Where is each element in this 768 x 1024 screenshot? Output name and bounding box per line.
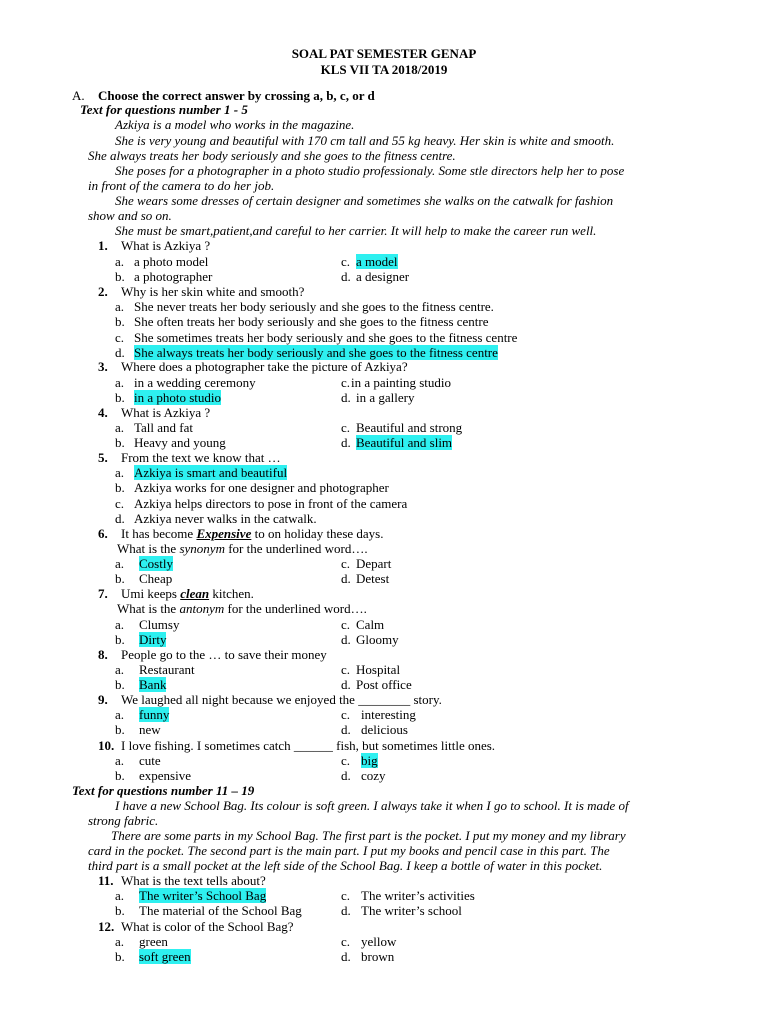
option-b[interactable]: expensive bbox=[139, 768, 191, 783]
option-letter: b. bbox=[115, 435, 125, 450]
text1-line: show and so on. bbox=[88, 208, 172, 223]
option-letter: d. bbox=[341, 269, 351, 284]
option-a-answer[interactable]: Azkiya is smart and beautiful bbox=[134, 465, 288, 480]
option-letter: c. bbox=[341, 420, 351, 435]
question-number: 4. bbox=[98, 405, 108, 420]
option-b[interactable]: Azkiya works for one designer and photographer bbox=[134, 480, 389, 495]
option-letter: a. bbox=[115, 707, 125, 722]
option-letter: b. bbox=[115, 571, 125, 586]
option-d[interactable]: cozy bbox=[361, 768, 386, 783]
option-letter: a. bbox=[115, 420, 125, 435]
option-b[interactable]: Heavy and young bbox=[134, 435, 226, 450]
question-number: 8. bbox=[98, 647, 108, 662]
option-a[interactable]: in a wedding ceremony bbox=[134, 375, 256, 390]
text1-line: She wears some dresses of certain designer and sometimes she walks on the catwalk for fashion bbox=[115, 193, 614, 208]
option-letter: d. bbox=[341, 435, 351, 450]
option-c[interactable]: She sometimes treats her body seriously and she goes to the fitness centre bbox=[134, 330, 518, 345]
option-letter: c. bbox=[341, 888, 351, 903]
option-letter: d. bbox=[341, 632, 351, 647]
option-c[interactable]: Calm bbox=[356, 617, 385, 632]
section-letter: A. bbox=[72, 88, 85, 103]
question-number: 11. bbox=[98, 873, 114, 888]
option-a[interactable]: Tall and fat bbox=[134, 420, 194, 435]
option-letter: d. bbox=[341, 949, 351, 964]
title-line-2: KLS VII TA 2018/2019 bbox=[320, 62, 448, 77]
option-c-answer[interactable]: a model bbox=[356, 254, 398, 269]
question-number: 9. bbox=[98, 692, 108, 707]
question-text-post: kitchen. bbox=[209, 586, 254, 601]
question-text-post: to on holiday these days. bbox=[251, 526, 384, 541]
option-a[interactable]: cute bbox=[139, 753, 161, 768]
option-d-answer[interactable]: She always treats her body seriously and she goes to the fitness centre bbox=[134, 345, 498, 360]
question-number: 1. bbox=[98, 238, 108, 253]
text1-line: She must be smart,patient,and careful to her carrier. It will help to make the career run well. bbox=[115, 223, 597, 238]
text2-line: I have a new School Bag. Its colour is soft green. I always take it when I go to school. It is made of bbox=[115, 798, 629, 813]
option-b-answer[interactable]: in a photo studio bbox=[134, 390, 222, 405]
title-line-1: SOAL PAT SEMESTER GENAP bbox=[291, 46, 477, 61]
option-letter: b. bbox=[115, 768, 125, 783]
underlined-word: Expensive bbox=[196, 526, 252, 541]
option-a-answer[interactable]: The writer’s School Bag bbox=[139, 888, 267, 903]
option-d[interactable]: brown bbox=[361, 949, 395, 964]
question-text: From the text we know that … bbox=[121, 450, 281, 465]
subtext-keyword: synonym bbox=[179, 541, 225, 556]
subtext-pre: What is the bbox=[117, 601, 180, 616]
question-number: 3. bbox=[98, 359, 108, 374]
option-letter: c. bbox=[341, 254, 351, 269]
option-letter: b. bbox=[115, 390, 125, 405]
option-c[interactable]: Azkiya helps directors to pose in front of the camera bbox=[134, 496, 408, 511]
question-number: 10. bbox=[98, 738, 115, 753]
option-letter: a. bbox=[115, 662, 125, 677]
text1-line: in front of the camera to do her job. bbox=[88, 178, 275, 193]
option-letter: a. bbox=[115, 934, 125, 949]
question-subtext bbox=[117, 601, 367, 616]
option-a[interactable]: a photo model bbox=[134, 254, 209, 269]
text2-line: card in the pocket. The second part is the main part. I put my books and pencil case in this part. The bbox=[88, 843, 610, 858]
question-number: 2. bbox=[98, 284, 108, 299]
text1-line: She always treats her body seriously and she goes to the fitness centre. bbox=[88, 148, 456, 163]
option-letter: d. bbox=[115, 345, 125, 360]
subtext-keyword: antonym bbox=[179, 601, 225, 616]
option-letter: a. bbox=[115, 617, 125, 632]
option-b-answer[interactable]: Dirty bbox=[139, 632, 167, 647]
option-letter: b. bbox=[115, 903, 125, 918]
option-letter: a. bbox=[115, 254, 125, 269]
option-letter: d. bbox=[341, 390, 351, 405]
option-b[interactable]: She often treats her body seriously and she goes to the fitness centre bbox=[134, 314, 489, 329]
option-letter: b. bbox=[115, 949, 125, 964]
option-letter: b. bbox=[115, 269, 125, 284]
question-text: What is Azkiya ? bbox=[121, 405, 211, 420]
option-c[interactable]: Depart bbox=[356, 556, 392, 571]
question-text: What is color of the School Bag? bbox=[121, 919, 294, 934]
text1-line: She is very young and beautiful with 170 cm tall and 55 kg heavy. Her skin is white and smooth. bbox=[115, 133, 615, 148]
subtext-pre: What is the bbox=[117, 541, 180, 556]
option-d[interactable]: a designer bbox=[356, 269, 410, 284]
question-number: 6. bbox=[98, 526, 108, 541]
text2-heading: Text for questions number 11 – 19 bbox=[72, 783, 255, 798]
question-text: What is Azkiya ? bbox=[121, 238, 211, 253]
option-c[interactable]: Hospital bbox=[356, 662, 401, 677]
option-d[interactable]: delicious bbox=[361, 722, 408, 737]
option-d[interactable]: in a gallery bbox=[356, 390, 415, 405]
option-letter: a. bbox=[115, 888, 125, 903]
option-b[interactable]: a photographer bbox=[134, 269, 213, 284]
option-letter: c. bbox=[341, 617, 351, 632]
option-letter: a. bbox=[115, 375, 125, 390]
option-letter: a. bbox=[115, 753, 125, 768]
option-letter: c. bbox=[341, 375, 351, 390]
question-subtext bbox=[117, 541, 368, 556]
option-c[interactable]: in a painting studio bbox=[351, 375, 452, 390]
option-letter: d. bbox=[341, 768, 351, 783]
question-text: We laughed all night because we enjoyed the ________ story. bbox=[121, 692, 442, 707]
option-d-answer[interactable]: Beautiful and slim bbox=[356, 435, 453, 450]
option-b-answer[interactable]: soft green bbox=[139, 949, 191, 964]
option-letter: d. bbox=[115, 511, 125, 526]
option-a[interactable]: Clumsy bbox=[139, 617, 180, 632]
option-b-answer[interactable]: Bank bbox=[139, 677, 167, 692]
option-letter: a. bbox=[115, 556, 125, 571]
text2-line: strong fabric. bbox=[88, 813, 159, 828]
option-letter: c. bbox=[341, 934, 351, 949]
option-b[interactable]: Cheap bbox=[139, 571, 173, 586]
text1-line: Azkiya is a model who works in the magazine. bbox=[115, 117, 355, 132]
question-text: I love fishing. I sometimes catch ______ fish, but sometimes little ones. bbox=[121, 738, 496, 753]
option-d[interactable]: Gloomy bbox=[356, 632, 399, 647]
text1-heading: Text for questions number 1 - 5 bbox=[80, 102, 248, 117]
underlined-word: clean bbox=[180, 586, 210, 601]
option-b[interactable]: new bbox=[139, 722, 161, 737]
option-a[interactable]: Restaurant bbox=[139, 662, 195, 677]
option-letter: a. bbox=[115, 465, 125, 480]
option-letter: b. bbox=[115, 722, 125, 737]
option-letter: d. bbox=[341, 677, 351, 692]
option-c[interactable]: Beautiful and strong bbox=[356, 420, 463, 435]
question-text-pre: It has become bbox=[121, 526, 197, 541]
option-c[interactable]: interesting bbox=[361, 707, 416, 722]
option-letter: c. bbox=[115, 330, 125, 345]
option-letter: d. bbox=[341, 722, 351, 737]
option-letter: a. bbox=[115, 299, 125, 314]
option-d[interactable]: Azkiya never walks in the catwalk. bbox=[134, 511, 317, 526]
option-c[interactable]: yellow bbox=[361, 934, 397, 949]
option-c-answer[interactable]: big bbox=[361, 753, 378, 768]
option-letter: b. bbox=[115, 480, 125, 495]
option-letter: c. bbox=[341, 707, 351, 722]
option-a-answer[interactable]: funny bbox=[139, 707, 170, 722]
question-number: 7. bbox=[98, 586, 108, 601]
option-letter: c. bbox=[341, 753, 351, 768]
option-letter: c. bbox=[341, 556, 351, 571]
question-number: 5. bbox=[98, 450, 108, 465]
subtext-post: for the underlined word…. bbox=[224, 541, 368, 556]
option-letter: d. bbox=[341, 903, 351, 918]
question-text: What is the text tells about? bbox=[121, 873, 266, 888]
option-a[interactable]: green bbox=[139, 934, 168, 949]
option-letter: c. bbox=[115, 496, 125, 511]
question-text: Why is her skin white and smooth? bbox=[121, 284, 305, 299]
option-d[interactable]: The writer’s school bbox=[361, 903, 462, 918]
option-d[interactable]: Detest bbox=[356, 571, 390, 586]
option-a[interactable]: She never treats her body seriously and she goes to the fitness centre. bbox=[134, 299, 494, 314]
option-letter: b. bbox=[115, 632, 125, 647]
subtext-post: for the underlined word…. bbox=[224, 601, 367, 616]
option-letter: b. bbox=[115, 314, 125, 329]
text2-line: third part is a small pocket at the left side of the School Bag. I keep a bottle of water in this pocket. bbox=[88, 858, 603, 873]
option-letter: b. bbox=[115, 677, 125, 692]
option-a-answer[interactable]: Costly bbox=[139, 556, 173, 571]
section-instruction: Choose the correct answer by crossing a, b, c, or d bbox=[98, 88, 375, 103]
question-number: 12. bbox=[98, 919, 115, 934]
option-letter: d. bbox=[341, 571, 351, 586]
option-letter: c. bbox=[341, 662, 351, 677]
text1-line: She poses for a photographer in a photo studio professionaly. Some stle directors help her to pose bbox=[115, 163, 625, 178]
text2-line: There are some parts in my School Bag. The first part is the pocket. I put my money and my library bbox=[111, 828, 626, 843]
option-c[interactable]: The writer’s activities bbox=[361, 888, 475, 903]
question-text: People go to the … to save their money bbox=[121, 647, 327, 662]
question-text bbox=[121, 586, 254, 601]
option-b[interactable]: The material of the School Bag bbox=[139, 903, 302, 918]
question-text: Where does a photographer take the picture of Azkiya? bbox=[121, 359, 408, 374]
question-text-pre: Umi keeps bbox=[121, 586, 181, 601]
option-d[interactable]: Post office bbox=[356, 677, 412, 692]
question-text bbox=[121, 526, 384, 541]
